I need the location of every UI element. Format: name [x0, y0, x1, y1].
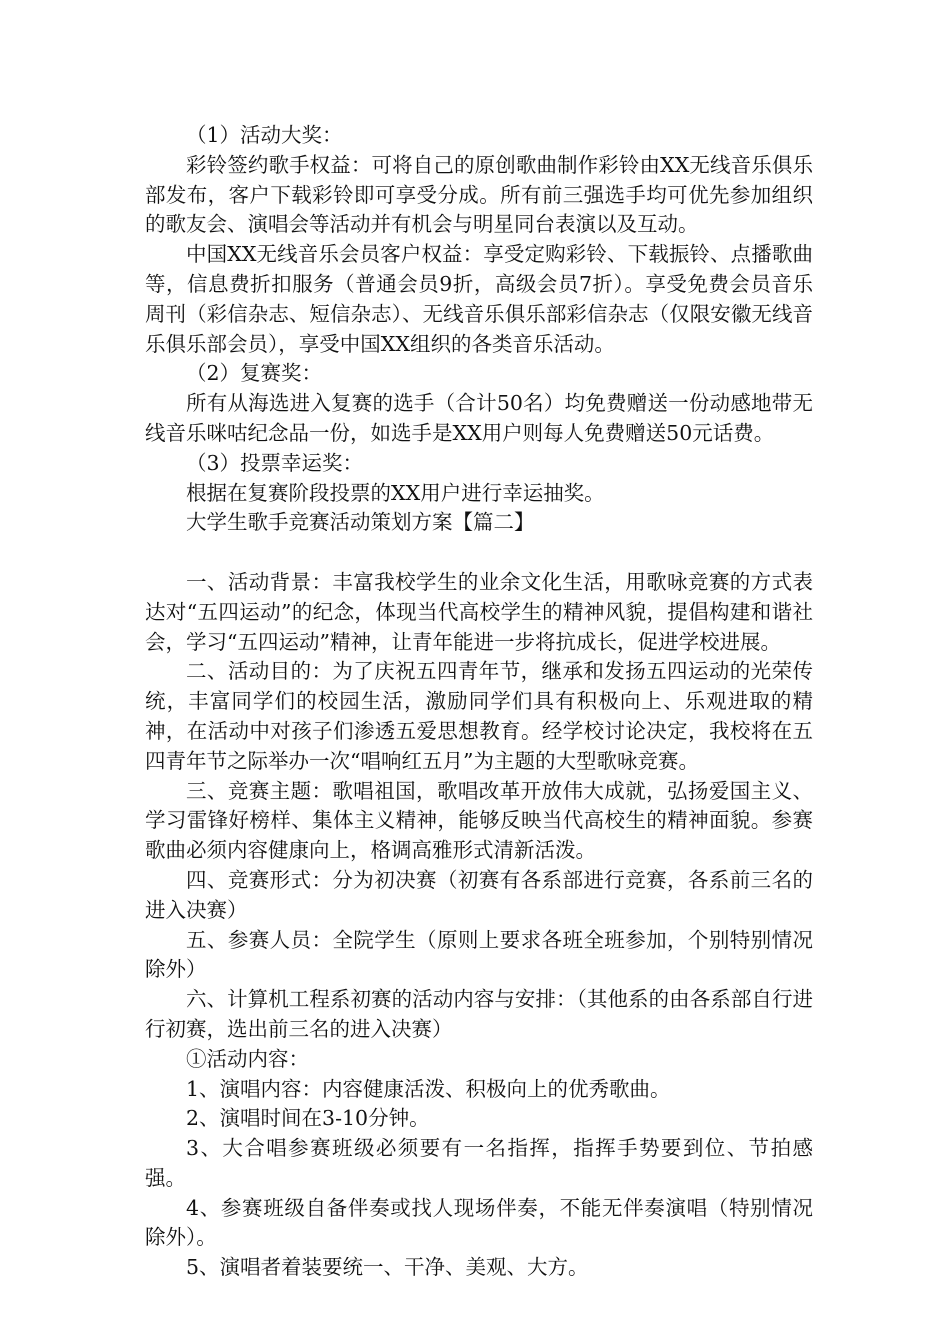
- paragraph-content-heading: ①活动内容：: [186, 1046, 309, 1071]
- list-item: 2、演唱时间在3-10分钟。: [186, 1106, 430, 1131]
- paragraph-semifinal-prize: 所有从海选进入复赛的选手（合计50名）均免费赠送一份动感地带无线音乐咪咕纪念品一份，如选手是XX用户则每人免费赠送50元话费。: [145, 391, 813, 445]
- section-title: 大学生歌手竞赛活动策划方案【篇二】: [186, 510, 535, 535]
- list-item: 1、演唱内容：内容健康活泼、积极向上的优秀歌曲。: [186, 1076, 671, 1101]
- blank-line: [145, 538, 813, 568]
- paragraph-semifinal-heading: （2）复赛奖：: [186, 361, 323, 386]
- list-item: 5、演唱者着装要统一、干净、美观、大方。: [186, 1255, 589, 1280]
- list-item: 4、参赛班级自备伴奏或找人现场伴奏，不能无伴奏演唱（特别情况除外）。: [145, 1195, 813, 1250]
- paragraph-lucky-heading: （3）投票幸运奖：: [186, 450, 364, 475]
- paragraph-arrangement: 六、计算机工程系初赛的活动内容与安排：（其他系的由各系部自行进行初赛，选出前三名的进入决赛）: [145, 987, 813, 1041]
- paragraph-award-heading: （1）活动大奖：: [186, 123, 343, 147]
- paragraph-ringtone-rights: 彩铃签约歌手权益：可将自己的原创歌曲制作彩铃由XX无线音乐俱乐部发布，客户下载彩铃即可享受分成。所有前三强选手均可优先参加组织的歌友会、演唱会等活动并有机会与明星同台表演以及互动。: [145, 152, 813, 237]
- paragraph-background: 一、活动背景：丰富我校学生的业余文化生活，用歌咏竞赛的方式表达对“五四运动”的纪念，体现当代高校学生的精神风貌，提倡构建和谐社会，学习“五四运动”精神，让青年能进一步将抗成长，促进学校进展。: [145, 569, 813, 654]
- paragraph-theme: 三、竞赛主题：歌唱祖国，歌唱改革开放伟大成就，弘扬爱国主义、学习雷锋好榜样、集体主义精神，能够反映当代高校生的精神面貌。参赛歌曲必须内容健康向上，格调高雅形式清新活泼。: [145, 778, 813, 863]
- paragraph-participants: 五、参赛人员：全院学生（原则上要求各班全班参加，个别特别情况除外）: [145, 927, 813, 982]
- list-item: 3、大合唱参赛班级必须要有一名指挥，指挥手势要到位、节拍感强。: [145, 1136, 813, 1190]
- paragraph-purpose: 二、活动目的：为了庆祝五四青年节，继承和发扬五四运动的光荣传统，丰富同学们的校园生活，激励同学们具有积极向上、乐观进取的精神，在活动中对孩子们渗透五爱思想教育。经学校讨论决定，我校将在五四青年节之际举办一次“唱响红五月”为主题的大型歌咏竞赛。: [145, 659, 813, 773]
- paragraph-format: 四、竞赛形式：分为初决赛（初赛有各系部进行竞赛，各系前三名的进入决赛）: [145, 867, 813, 922]
- paragraph-lucky-draw: 根据在复赛阶段投票的XX用户进行幸运抽奖。: [186, 480, 605, 505]
- document-body: [145, 121, 813, 1283]
- paragraph-member-rights: 中国XX无线音乐会员客户权益：享受定购彩铃、下载振铃、点播歌曲等，信息费折扣服务（普通会员9折，高级会员7折）。享受免费会员音乐周刊（彩信杂志、短信杂志）、无线音乐俱乐部彩信杂志（仅限安徽无线音乐俱乐部会员），享受中国XX组织的各类音乐活动。: [145, 242, 813, 356]
